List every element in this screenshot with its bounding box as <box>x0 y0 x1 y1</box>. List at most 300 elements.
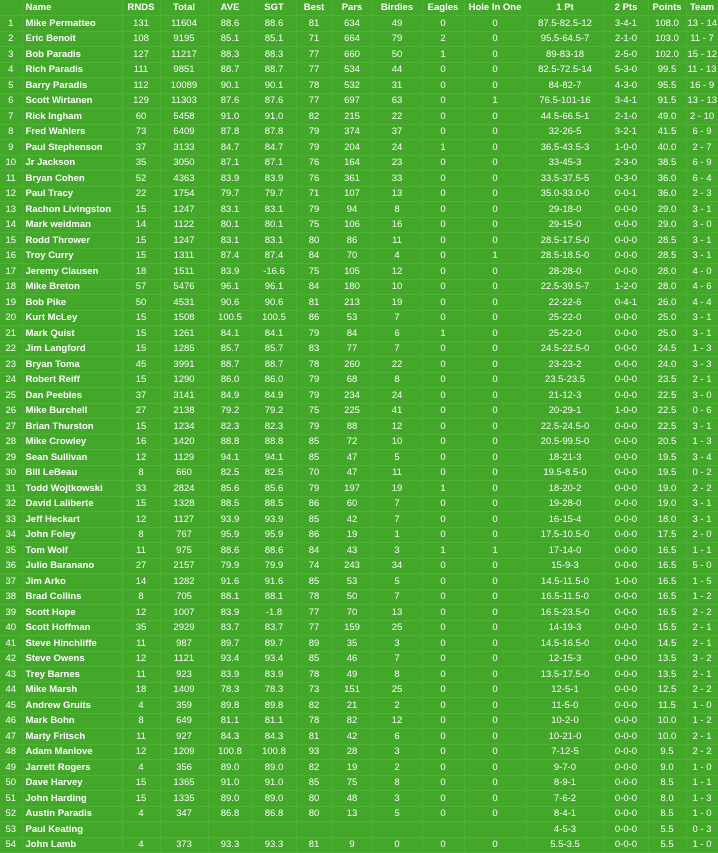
cell-points: 16.5 <box>648 574 686 590</box>
column-header-eagles: Eagles <box>422 0 464 16</box>
cell-hole-in-one: 0 <box>464 698 526 714</box>
cell-two-pts: 0-0-0 <box>604 837 648 853</box>
cell-points: 19.0 <box>648 481 686 497</box>
cell-name: Andrew Gruits <box>22 698 122 714</box>
table-row <box>0 574 718 590</box>
cell-total: 11303 <box>160 93 208 109</box>
table-row <box>0 93 718 109</box>
cell-sgt: 100.5 <box>252 310 296 326</box>
cell-name: John Lamb <box>22 837 122 853</box>
cell-rank: 31 <box>0 481 22 497</box>
cell-hole-in-one: 0 <box>464 651 526 667</box>
cell-best: 79 <box>296 326 332 342</box>
cell-sgt: 88.1 <box>252 589 296 605</box>
cell-total: 1129 <box>160 450 208 466</box>
cell-total: 3141 <box>160 388 208 404</box>
column-header-ave: AVE <box>208 0 252 16</box>
cell-pars: 46 <box>332 651 372 667</box>
cell-hole-in-one: 0 <box>464 713 526 729</box>
cell-name: Todd Wojtkowski <box>22 481 122 497</box>
cell-pars: 660 <box>332 47 372 63</box>
cell-total: 1420 <box>160 434 208 450</box>
cell-rank: 16 <box>0 248 22 264</box>
cell-total: 1247 <box>160 202 208 218</box>
table-row <box>0 202 718 218</box>
table-row <box>0 186 718 202</box>
cell-pars: 47 <box>332 465 372 481</box>
cell-name: Dave Harvey <box>22 775 122 791</box>
cell-ave: 96.1 <box>208 279 252 295</box>
cell-points: 15.5 <box>648 620 686 636</box>
cell-total: 987 <box>160 636 208 652</box>
cell-pars: 53 <box>332 574 372 590</box>
table-row <box>0 806 718 822</box>
cell-one-pt: 24.5-22.5-0 <box>526 341 604 357</box>
cell-team: 4 - 4 <box>686 295 718 311</box>
column-header-points: Points <box>648 0 686 16</box>
cell-birdies: 7 <box>372 651 422 667</box>
cell-one-pt: 33-45-3 <box>526 155 604 171</box>
cell-two-pts: 1-0-0 <box>604 574 648 590</box>
cell-eagles: 0 <box>422 186 464 202</box>
table-row <box>0 496 718 512</box>
cell-pars: 86 <box>332 233 372 249</box>
cell-two-pts: 0-0-0 <box>604 372 648 388</box>
cell-rank: 11 <box>0 171 22 187</box>
cell-pars: 84 <box>332 326 372 342</box>
cell-rnds: 129 <box>122 93 160 109</box>
cell-ave: 91.0 <box>208 775 252 791</box>
cell-two-pts: 1-0-0 <box>604 403 648 419</box>
cell-two-pts: 1-0-0 <box>604 140 648 156</box>
cell-team: 1 - 2 <box>686 713 718 729</box>
cell-pars: 19 <box>332 527 372 543</box>
cell-two-pts: 2-1-0 <box>604 109 648 125</box>
cell-one-pt: 8-4-1 <box>526 806 604 822</box>
cell-birdies: 41 <box>372 403 422 419</box>
table-body <box>0 16 718 853</box>
cell-ave: 89.0 <box>208 760 252 776</box>
cell-sgt: 89.0 <box>252 760 296 776</box>
cell-eagles: 0 <box>422 248 464 264</box>
cell-rank: 4 <box>0 62 22 78</box>
cell-rnds: 22 <box>122 186 160 202</box>
cell-rank: 35 <box>0 543 22 559</box>
cell-pars: 634 <box>332 16 372 32</box>
cell-team: 4 - 6 <box>686 279 718 295</box>
cell-rnds: 12 <box>122 450 160 466</box>
cell-team: 1 - 0 <box>686 760 718 776</box>
cell-best: 77 <box>296 62 332 78</box>
table-row <box>0 558 718 574</box>
cell-pars: 260 <box>332 357 372 373</box>
cell-birdies: 3 <box>372 636 422 652</box>
cell-total: 356 <box>160 760 208 776</box>
cell-rank: 32 <box>0 496 22 512</box>
cell-ave: 100.8 <box>208 744 252 760</box>
cell-sgt: 83.1 <box>252 202 296 218</box>
cell-two-pts: 0-0-0 <box>604 419 648 435</box>
cell-best: 80 <box>296 806 332 822</box>
cell-rank: 17 <box>0 264 22 280</box>
cell-hole-in-one: 0 <box>464 357 526 373</box>
cell-team: 2 - 1 <box>686 729 718 745</box>
cell-rnds: 73 <box>122 124 160 140</box>
cell-rank: 10 <box>0 155 22 171</box>
cell-team: 3 - 1 <box>686 310 718 326</box>
cell-two-pts: 0-0-0 <box>604 651 648 667</box>
cell-hole-in-one: 0 <box>464 279 526 295</box>
cell-one-pt: 32-26-5 <box>526 124 604 140</box>
cell-sgt: 88.7 <box>252 357 296 373</box>
cell-pars: 9 <box>332 837 372 853</box>
cell-rnds: 12 <box>122 744 160 760</box>
cell-points: 22.5 <box>648 419 686 435</box>
cell-rnds: 108 <box>122 31 160 47</box>
cell-sgt: 88.6 <box>252 16 296 32</box>
cell-name: Jim Arko <box>22 574 122 590</box>
cell-eagles <box>422 822 464 838</box>
cell-birdies: 49 <box>372 16 422 32</box>
cell-ave: 85.7 <box>208 341 252 357</box>
cell-rank: 8 <box>0 124 22 140</box>
cell-rank: 51 <box>0 791 22 807</box>
cell-two-pts: 1-2-0 <box>604 279 648 295</box>
cell-birdies: 10 <box>372 279 422 295</box>
cell-total: 3050 <box>160 155 208 171</box>
cell-two-pts: 0-0-0 <box>604 310 648 326</box>
cell-points: 41.5 <box>648 124 686 140</box>
cell-name: Fred Wahlers <box>22 124 122 140</box>
cell-total: 1365 <box>160 775 208 791</box>
cell-birdies: 22 <box>372 109 422 125</box>
cell-birdies: 79 <box>372 31 422 47</box>
cell-sgt: 88.3 <box>252 47 296 63</box>
cell-birdies: 12 <box>372 713 422 729</box>
cell-ave: 93.3 <box>208 837 252 853</box>
cell-eagles: 0 <box>422 496 464 512</box>
cell-rnds: 15 <box>122 372 160 388</box>
cell-name: Jr Jackson <box>22 155 122 171</box>
cell-rank: 27 <box>0 419 22 435</box>
cell-rank: 9 <box>0 140 22 156</box>
cell-total: 1209 <box>160 744 208 760</box>
cell-rank: 29 <box>0 450 22 466</box>
cell-total: 975 <box>160 543 208 559</box>
cell-rank: 15 <box>0 233 22 249</box>
cell-eagles: 1 <box>422 47 464 63</box>
cell-two-pts: 0-0-0 <box>604 264 648 280</box>
table-row <box>0 760 718 776</box>
table-row <box>0 357 718 373</box>
cell-team: 1 - 0 <box>686 806 718 822</box>
cell-rnds: 60 <box>122 109 160 125</box>
cell-one-pt: 28-28-0 <box>526 264 604 280</box>
cell-pars: 47 <box>332 450 372 466</box>
cell-name: Paul Stephenson <box>22 140 122 156</box>
cell-total: 1511 <box>160 264 208 280</box>
cell-team: 1 - 0 <box>686 837 718 853</box>
cell-name: Paul Tracy <box>22 186 122 202</box>
cell-two-pts: 2-3-0 <box>604 155 648 171</box>
table-row <box>0 295 718 311</box>
cell-name: Brian Thurston <box>22 419 122 435</box>
column-header-hole-in-one: Hole In One <box>464 0 526 16</box>
cell-name: Paul Keating <box>22 822 122 838</box>
cell-total: 1508 <box>160 310 208 326</box>
cell-total: 2138 <box>160 403 208 419</box>
cell-pars: 234 <box>332 388 372 404</box>
cell-hole-in-one: 0 <box>464 124 526 140</box>
cell-eagles: 0 <box>422 760 464 776</box>
cell-eagles: 0 <box>422 636 464 652</box>
cell-sgt: 94.1 <box>252 450 296 466</box>
cell-rank: 28 <box>0 434 22 450</box>
cell-total: 1311 <box>160 248 208 264</box>
cell-ave: 90.1 <box>208 78 252 94</box>
cell-one-pt: 20.5-99.5-0 <box>526 434 604 450</box>
cell-sgt: 83.9 <box>252 667 296 683</box>
cell-points: 10.0 <box>648 729 686 745</box>
cell-team: 2 - 1 <box>686 667 718 683</box>
cell-ave: 78.3 <box>208 682 252 698</box>
cell-ave: 88.1 <box>208 589 252 605</box>
cell-pars: 42 <box>332 512 372 528</box>
cell-rank: 48 <box>0 744 22 760</box>
cell-birdies: 24 <box>372 388 422 404</box>
cell-two-pts: 3-4-1 <box>604 93 648 109</box>
cell-two-pts: 0-0-1 <box>604 186 648 202</box>
cell-two-pts: 4-3-0 <box>604 78 648 94</box>
cell-total: 1328 <box>160 496 208 512</box>
cell-eagles: 0 <box>422 419 464 435</box>
table-row <box>0 62 718 78</box>
cell-rnds: 15 <box>122 326 160 342</box>
cell-one-pt: 44.5-66.5-1 <box>526 109 604 125</box>
cell-name: Bob Paradis <box>22 47 122 63</box>
cell-ave: 88.3 <box>208 47 252 63</box>
cell-team: 3 - 1 <box>686 326 718 342</box>
cell-birdies <box>372 822 422 838</box>
cell-pars: 48 <box>332 791 372 807</box>
cell-rnds: 4 <box>122 806 160 822</box>
cell-total: 4363 <box>160 171 208 187</box>
cell-two-pts: 0-0-0 <box>604 744 648 760</box>
cell-sgt: 90.6 <box>252 295 296 311</box>
cell-birdies: 13 <box>372 605 422 621</box>
cell-ave: 85.1 <box>208 31 252 47</box>
cell-hole-in-one: 0 <box>464 636 526 652</box>
cell-pars: 50 <box>332 589 372 605</box>
cell-birdies: 22 <box>372 357 422 373</box>
cell-name: Scott Wirtanen <box>22 93 122 109</box>
cell-best: 74 <box>296 558 332 574</box>
cell-two-pts: 0-0-0 <box>604 217 648 233</box>
cell-team: 2 - 2 <box>686 605 718 621</box>
cell-team: 16 - 9 <box>686 78 718 94</box>
cell-points: 8.5 <box>648 806 686 822</box>
cell-two-pts: 0-0-0 <box>604 434 648 450</box>
cell-birdies: 3 <box>372 744 422 760</box>
cell-best: 76 <box>296 155 332 171</box>
cell-one-pt: 12-15-3 <box>526 651 604 667</box>
cell-eagles: 1 <box>422 481 464 497</box>
cell-hole-in-one: 0 <box>464 202 526 218</box>
cell-best: 86 <box>296 496 332 512</box>
cell-ave: 88.7 <box>208 357 252 373</box>
cell-eagles: 0 <box>422 109 464 125</box>
cell-rnds: 15 <box>122 341 160 357</box>
cell-rnds: 15 <box>122 310 160 326</box>
cell-rnds: 127 <box>122 47 160 63</box>
cell-rnds: 4 <box>122 837 160 853</box>
cell-rnds: 11 <box>122 636 160 652</box>
cell-pars: 53 <box>332 310 372 326</box>
cell-hole-in-one: 0 <box>464 574 526 590</box>
cell-ave: 88.8 <box>208 434 252 450</box>
cell-rank: 40 <box>0 620 22 636</box>
cell-rank: 42 <box>0 651 22 667</box>
cell-name: Scott Hoffman <box>22 620 122 636</box>
cell-team: 2 - 0 <box>686 527 718 543</box>
cell-points: 19.0 <box>648 496 686 512</box>
cell-best: 85 <box>296 651 332 667</box>
cell-birdies: 34 <box>372 558 422 574</box>
cell-best: 71 <box>296 31 332 47</box>
cell-name: John Foley <box>22 527 122 543</box>
table-row <box>0 217 718 233</box>
cell-best: 82 <box>296 109 332 125</box>
cell-ave: 79.2 <box>208 403 252 419</box>
cell-name: Julio Baranano <box>22 558 122 574</box>
cell-team: 3 - 1 <box>686 512 718 528</box>
cell-two-pts: 5-3-0 <box>604 62 648 78</box>
cell-sgt: 87.4 <box>252 248 296 264</box>
cell-total: 2157 <box>160 558 208 574</box>
table-row <box>0 636 718 652</box>
cell-hole-in-one: 0 <box>464 667 526 683</box>
cell-best: 79 <box>296 481 332 497</box>
cell-hole-in-one: 0 <box>464 62 526 78</box>
cell-team: 3 - 4 <box>686 450 718 466</box>
cell-sgt: 81.1 <box>252 713 296 729</box>
cell-rank: 14 <box>0 217 22 233</box>
cell-eagles: 0 <box>422 589 464 605</box>
cell-birdies: 11 <box>372 465 422 481</box>
cell-sgt: 84.7 <box>252 140 296 156</box>
cell-eagles: 0 <box>422 279 464 295</box>
cell-points: 18.0 <box>648 512 686 528</box>
table-row <box>0 109 718 125</box>
table-row <box>0 651 718 667</box>
cell-hole-in-one: 0 <box>464 837 526 853</box>
cell-team: 0 - 6 <box>686 403 718 419</box>
cell-two-pts: 0-0-0 <box>604 589 648 605</box>
cell-one-pt: 7-12-5 <box>526 744 604 760</box>
cell-ave: 83.1 <box>208 202 252 218</box>
cell-sgt: 85.6 <box>252 481 296 497</box>
cell-name: Rodd Thrower <box>22 233 122 249</box>
cell-best: 84 <box>296 279 332 295</box>
cell-rank: 22 <box>0 341 22 357</box>
cell-total: 1754 <box>160 186 208 202</box>
cell-points: 95.5 <box>648 78 686 94</box>
cell-points: 99.5 <box>648 62 686 78</box>
cell-points: 108.0 <box>648 16 686 32</box>
cell-one-pt: 82.5-72.5-14 <box>526 62 604 78</box>
cell-rnds: 15 <box>122 775 160 791</box>
cell-points: 102.0 <box>648 47 686 63</box>
cell-total: 1247 <box>160 233 208 249</box>
cell-best: 79 <box>296 388 332 404</box>
cell-total: 705 <box>160 589 208 605</box>
cell-eagles: 0 <box>422 310 464 326</box>
cell-best: 76 <box>296 171 332 187</box>
cell-two-pts: 0-0-0 <box>604 822 648 838</box>
cell-sgt: 79.7 <box>252 186 296 202</box>
cell-one-pt: 19-28-0 <box>526 496 604 512</box>
cell-name: John Harding <box>22 791 122 807</box>
cell-hole-in-one: 0 <box>464 140 526 156</box>
cell-ave: 91.6 <box>208 574 252 590</box>
cell-birdies: 6 <box>372 729 422 745</box>
cell-pars: 13 <box>332 806 372 822</box>
cell-pars: 94 <box>332 202 372 218</box>
cell-one-pt: 28.5-18.5-0 <box>526 248 604 264</box>
cell-rnds: 4 <box>122 698 160 714</box>
cell-best: 78 <box>296 357 332 373</box>
cell-sgt: 91.0 <box>252 775 296 791</box>
cell-team: 15 - 12 <box>686 47 718 63</box>
cell-name: Bryan Toma <box>22 357 122 373</box>
cell-eagles: 0 <box>422 403 464 419</box>
cell-rank: 49 <box>0 760 22 776</box>
cell-name: Bill LeBeau <box>22 465 122 481</box>
cell-best: 75 <box>296 217 332 233</box>
cell-hole-in-one: 0 <box>464 605 526 621</box>
cell-rank: 19 <box>0 295 22 311</box>
cell-pars: 180 <box>332 279 372 295</box>
cell-sgt: 86.0 <box>252 372 296 388</box>
cell-one-pt: 4-5-3 <box>526 822 604 838</box>
cell-total: 767 <box>160 527 208 543</box>
cell-one-pt: 13.5-17.5-0 <box>526 667 604 683</box>
cell-eagles: 0 <box>422 233 464 249</box>
cell-birdies: 2 <box>372 698 422 714</box>
cell-birdies: 7 <box>372 512 422 528</box>
cell-rnds: 14 <box>122 574 160 590</box>
cell-best: 81 <box>296 16 332 32</box>
table-row <box>0 713 718 729</box>
cell-rnds <box>122 822 160 838</box>
cell-total: 1290 <box>160 372 208 388</box>
cell-team: 3 - 1 <box>686 248 718 264</box>
table-row <box>0 434 718 450</box>
cell-total: 1285 <box>160 341 208 357</box>
cell-sgt: 79.9 <box>252 558 296 574</box>
cell-pars: 164 <box>332 155 372 171</box>
cell-birdies: 7 <box>372 496 422 512</box>
column-header-best: Best <box>296 0 332 16</box>
cell-eagles: 0 <box>422 171 464 187</box>
cell-eagles: 0 <box>422 465 464 481</box>
cell-hole-in-one: 0 <box>464 403 526 419</box>
cell-ave: 82.3 <box>208 419 252 435</box>
cell-eagles: 0 <box>422 806 464 822</box>
cell-eagles: 0 <box>422 372 464 388</box>
cell-total: 1261 <box>160 326 208 342</box>
table-row <box>0 171 718 187</box>
